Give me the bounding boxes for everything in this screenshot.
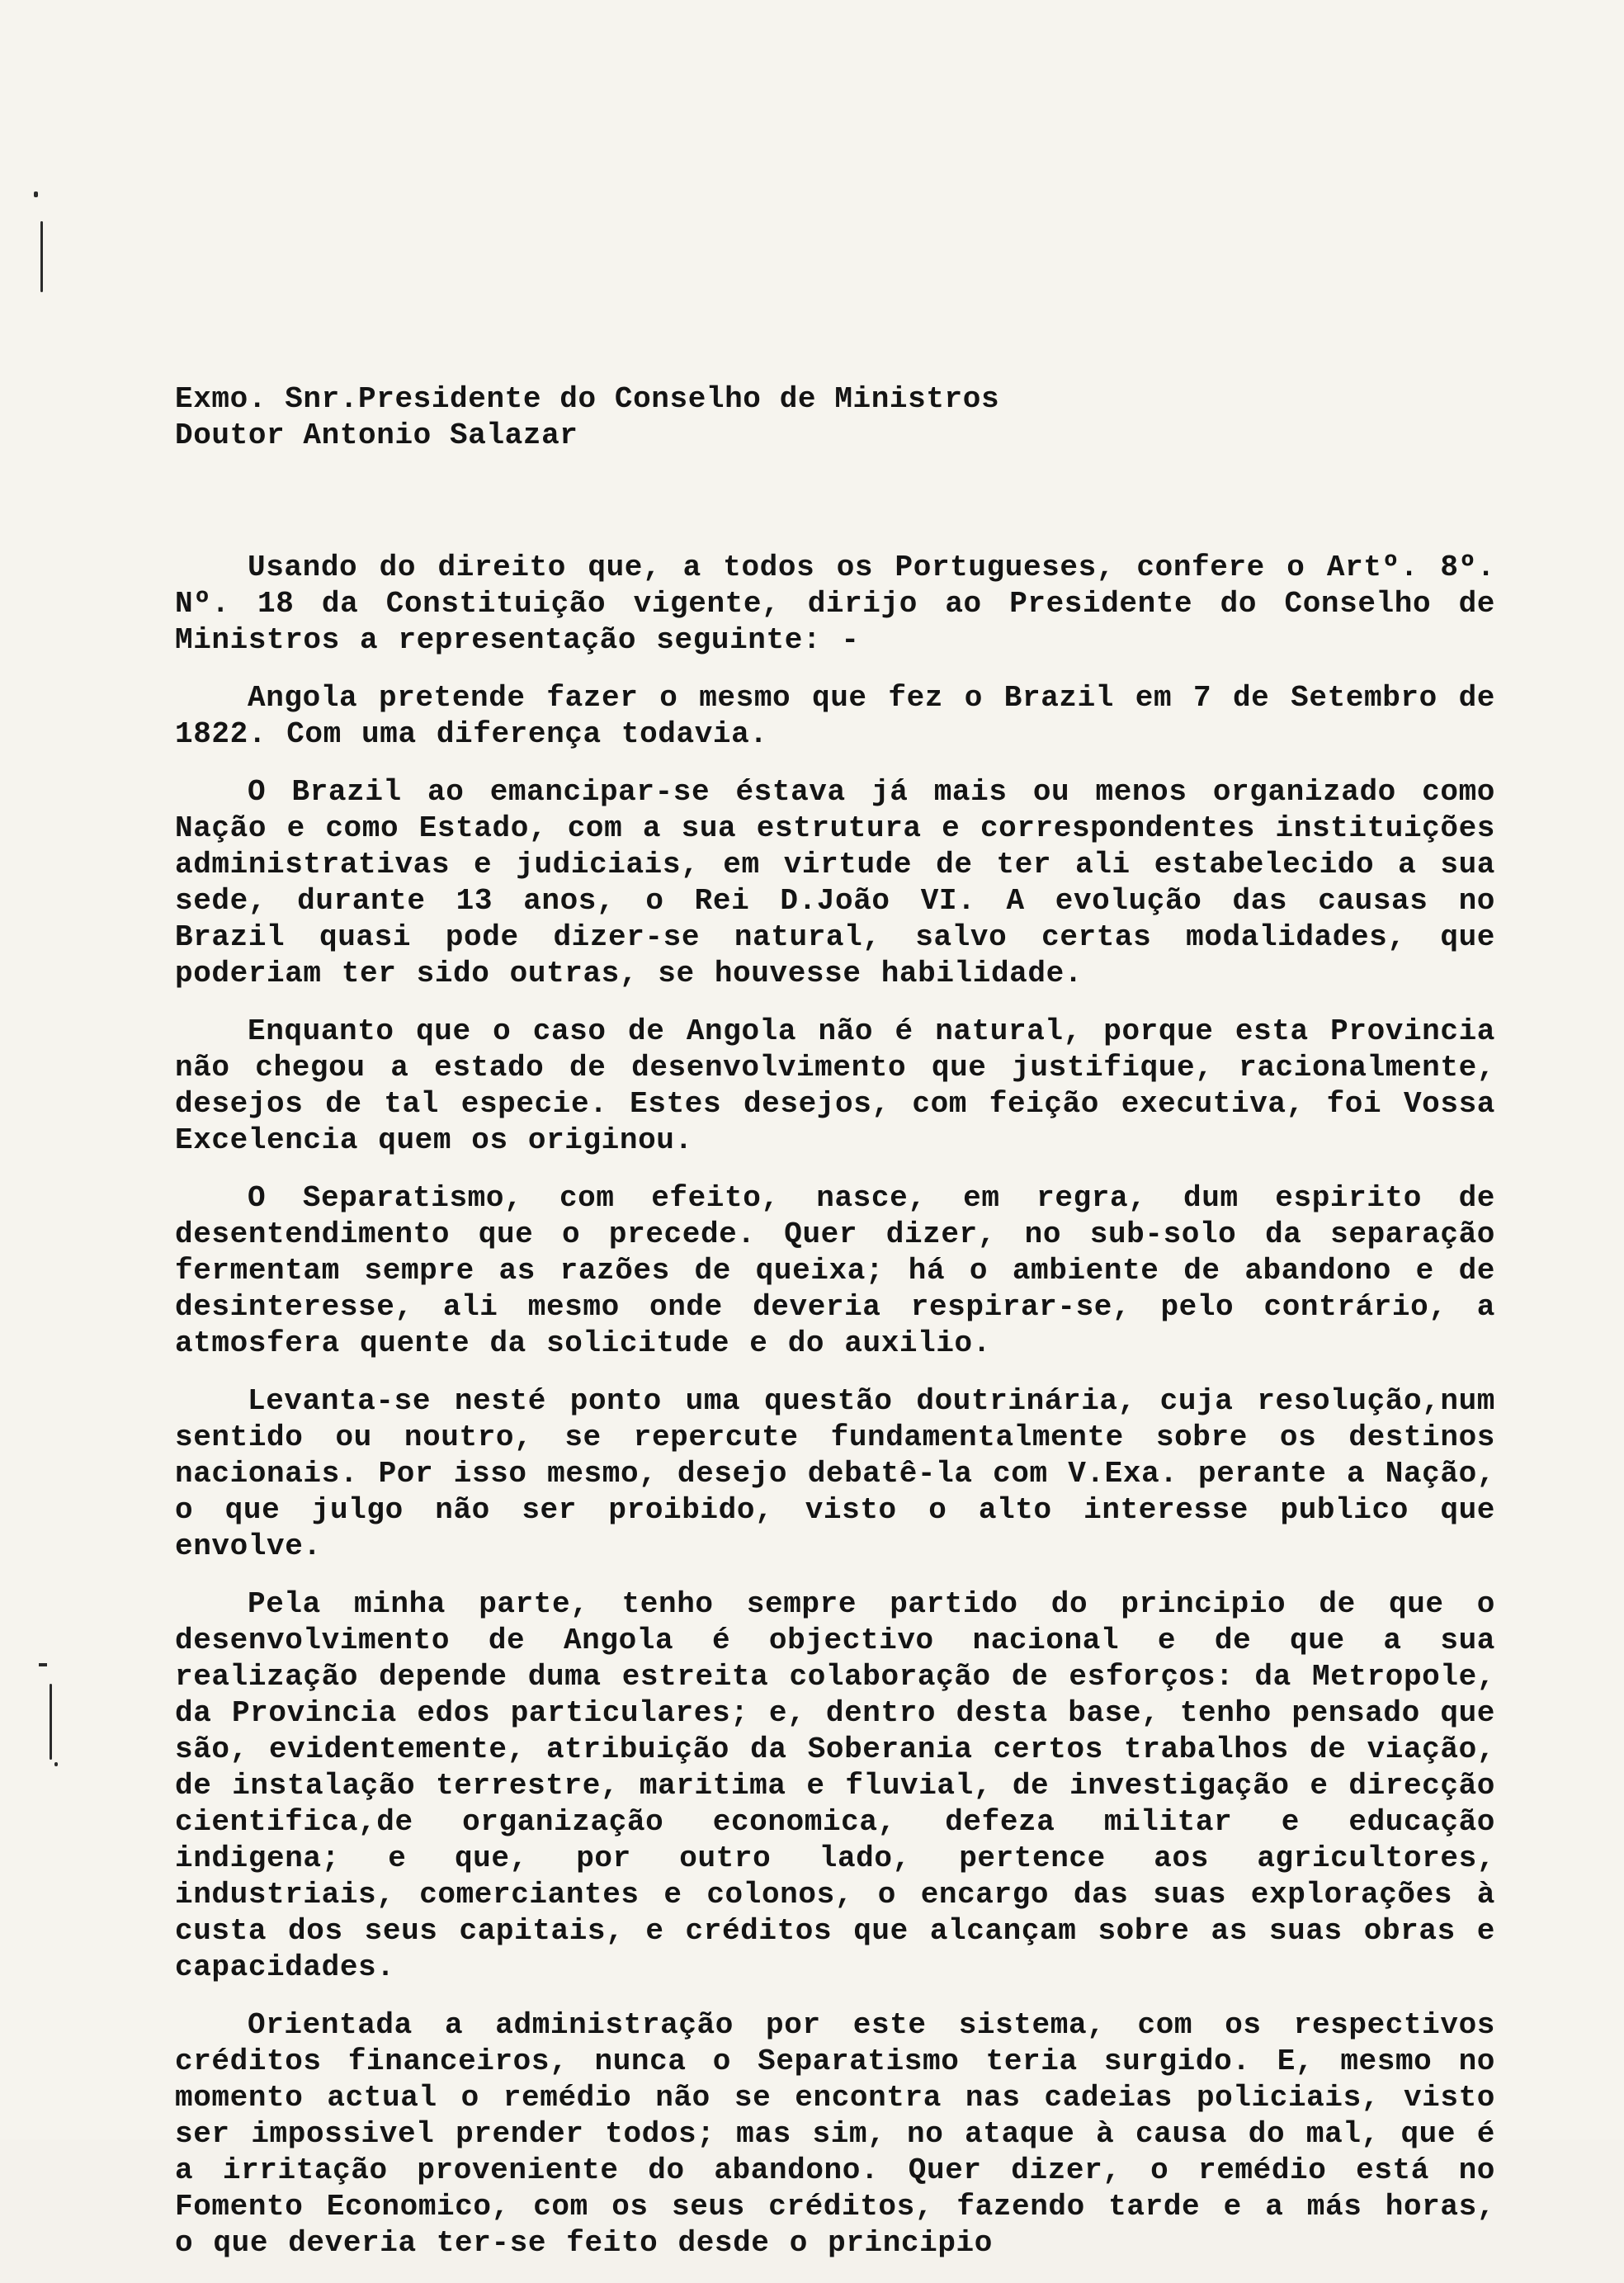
paragraph: Enquanto que o caso de Angola não é natural, porque esta Provincia não chegou a estado de desenvolvimento que justifique, racionalmente, desejos de tal especie. Estes desejos, com feição executiva, foi Vossa Excelencia quem os originou. — [175, 1014, 1495, 1157]
paragraph: O Brazil ao emancipar-se éstava já mais ou menos organizado como Nação e como Estado, com a sua estrutura e correspondentes instituições administrativas e judiciais, em virtude de ter ali estabelecido a sua sede, durante 13 anos, o Rei D.João VI. A evolução das causas no Brazil quasi pode dizer-se natural, salvo certas modalidades, que poderiam ter sido outras, se houvesse habilidade. — [175, 775, 1495, 990]
letter-body — [175, 381, 1495, 2283]
paragraph: Orientada a administração por este sistema, com os respectivos créditos financeiros, nunca o Separatismo teria surgido. E, mesmo no momento actual o remédio não se encontra nas cadeias policiais, visto ser impossivel prender todos; mas sim, no ataque à causa do mal, que é a irritação proveniente do abandono. Quer dizer, o remédio está no Fomento Economico, com os seus créditos, fazendo tarde e a más horas, o que deveria ter-se feito desde o principio — [175, 2008, 1495, 2260]
margin-mark — [40, 221, 43, 292]
paragraph: Usando do direito que, a todos os Portugueses, confere o Artº. 8º. Nº. 18 da Constituição vigente, dirijo ao Presidente do Conselho de Ministros a representação seguinte: - — [175, 551, 1495, 657]
paragraph: Angola pretende fazer o mesmo que fez o Brazil em 7 de Setembro de 1822. Com uma diferença todavia. — [175, 681, 1495, 751]
addressee-line: Doutor Antonio Salazar — [175, 418, 578, 452]
paragraph: Levanta-se nesté ponto uma questão doutrinária, cuja resolução,num sentido ou noutro, se repercute fundamentalmente sobre os destinos nacionais. Por isso mesmo, desejo debatê-la com V.Exa. perante a Nação, o que julgo não ser proibido, visto o alto interesse publico que envolve. — [175, 1384, 1495, 1563]
margin-mark — [50, 1684, 52, 1760]
paragraph: Pela minha parte, tenho sempre partido do principio de que o desenvolvimento de Angola é objectivo nacional e de que a sua realização depende duma estreita colaboração de esforços: da Metropole, da Provincia edos particulares; e, dentro desta base, tenho pensado que são, evidentemente, atribuição da Soberania certos trabalhos de viação, de instalação terrestre, maritima e fluvial, de investigação e direcção cientifica,de organização economica, defeza militar e educação indigena; e que, por outro lado, pertence aos agricultores, industriais, comerciantes e colonos, o encargo das suas explorações à custa dos seus capitais, e créditos que alcançam sobre as suas obras e capacidades. — [175, 1587, 1495, 1984]
addressee-block — [175, 381, 1495, 454]
margin-mark — [39, 1663, 47, 1666]
margin-mark — [54, 1762, 58, 1766]
paragraph: O Separatismo, com efeito, nasce, em regra, dum espirito de desentendimento que o precede. Quer dizer, no sub-solo da separação fermentam sempre as razões de queixa; há o ambiente de abandono e de desinteresse, ali mesmo onde deveria respirar-se, pelo contrário, a atmosfera quente da solicitude e do auxilio. — [175, 1181, 1495, 1360]
margin-mark — [34, 191, 38, 197]
addressee-line: Exmo. Snr.Presidente do Conselho de Ministros — [175, 382, 1000, 416]
